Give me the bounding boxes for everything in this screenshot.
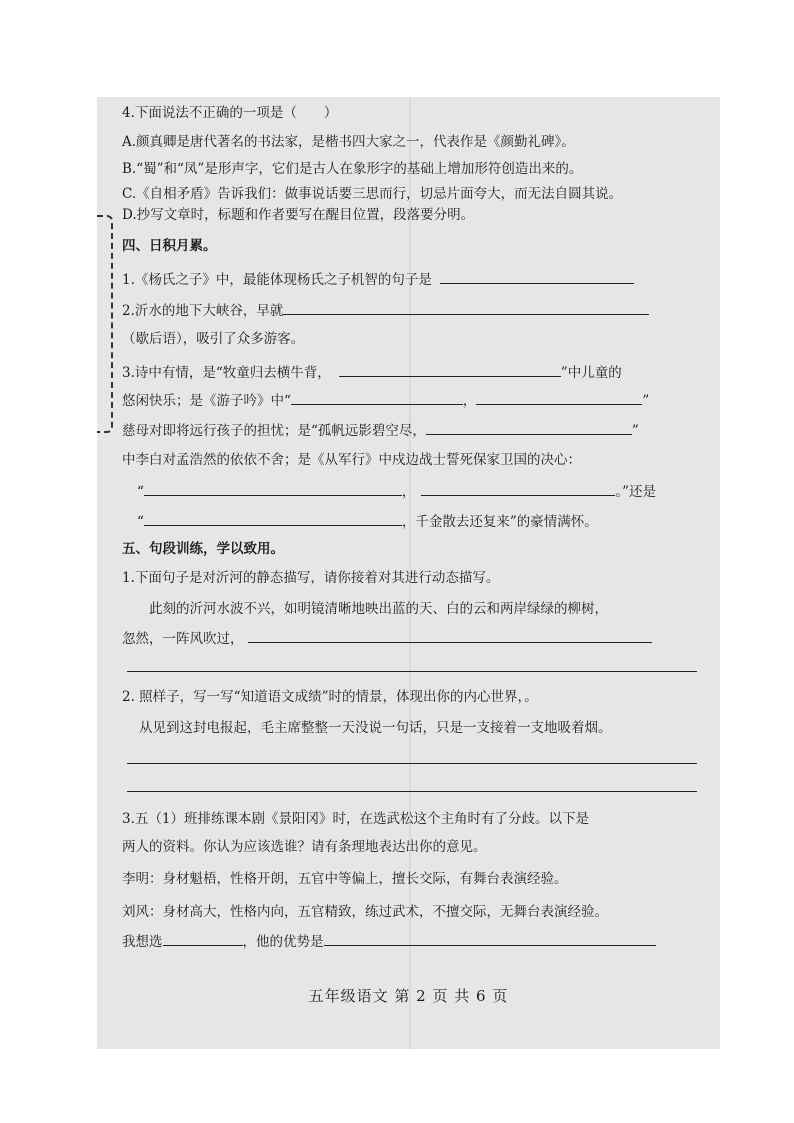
section4-q3-line1: 3.诗中有情，是“牧童归去横牛背， ”中儿童的 [122, 362, 720, 382]
q4-option-d: D.抄写文章时，标题和作者要写在醒目位置，段落要分明。 [122, 207, 475, 223]
section4-q3-line2: 悠闲快乐；是《游子吟》中“ ， ” [122, 390, 720, 410]
section4-q3-line3: 慈母对即将远行孩子的担忧；是“孤帆远影碧空尽， ” [122, 420, 720, 440]
candidate-liu-feng: 刘风：身材高大，性格内向，五官精致，练过武术，不擅交际，无舞台表演经验。 [122, 904, 608, 920]
section4-q2-cont: （歇后语），吸引了众多游客。 [122, 331, 305, 347]
q4-option-a: A.颜真卿是唐代著名的书法家，是楷书四大家之一，代表作是《颜勤礼碑》。 [122, 134, 575, 150]
q4-option-b: B.“蜀”和“凤”是形声字，它们是古人在象形字的基础上增加形符创造出来的。 [122, 161, 583, 177]
q4-option-c: C.《自相矛盾》告诉我们：做事说话要三思而行，切忌片面夸大，而无法自圆其说。 [122, 186, 623, 202]
answer-line[interactable] [127, 763, 697, 764]
q4-question: 4.下面说法不正确的一项是（ ） [122, 105, 338, 121]
section4-q2 [122, 300, 720, 320]
candidate-li-ming: 李明：身材魁梧，性格开朗，五官中等偏上，擅长交际，有舞台表演经验。 [122, 871, 568, 887]
answer-blank[interactable] [283, 300, 649, 315]
answer-blank[interactable] [324, 931, 656, 946]
section4-q2-text: 2.沂水的地下大峡谷，早就 [122, 303, 284, 319]
section5-q2-text: 从见到这封电报起，毛主席整整一天没说一句话，只是一支接着一支地吸着烟。 [139, 720, 612, 736]
section5-q3-line2: 两人的资料。你认为应该选谁？请有条理地表达出你的意见。 [122, 839, 487, 855]
section5-q2: 2. 照样子，写一写“知道语文成绩”时的情景，体现出你的内心世界，。 [122, 689, 538, 705]
answer-blank[interactable] [163, 931, 243, 946]
section5-q3-choice: 我想选 ，他的优势是 [122, 931, 720, 951]
answer-blank[interactable] [426, 420, 632, 435]
section5-q1: 1.下面句子是对沂河的静态描写，请你接着对其进行动态描写。 [122, 570, 500, 586]
section5-q1-prompt: 忽然，一阵风吹过， [122, 628, 720, 648]
section5-q1-text: 此刻的沂河水波不兴，如明镜清晰地映出蓝的天、白的云和两岸绿绿的柳树， [149, 601, 608, 617]
section4-q1-text: 1.《杨氏之子》中，最能体现杨氏之子机智的句子是 [122, 272, 432, 288]
section5-q3-line1: 3.五（1）班排练课本剧《景阳冈》时，在选武松这个主角时有了分歧。以下是 [122, 811, 589, 827]
answer-line[interactable] [127, 671, 697, 672]
answer-blank[interactable] [440, 269, 634, 284]
section4-q3-line6: “ ，千金散去还复来”的豪情满怀。 [137, 511, 720, 531]
answer-line[interactable] [127, 791, 697, 792]
exam-page [97, 97, 720, 1049]
answer-blank[interactable] [291, 390, 463, 405]
page-footer: 五年级语文 第 2 页 共 6 页 [308, 987, 509, 1005]
answer-blank[interactable] [421, 481, 615, 496]
answer-blank[interactable] [144, 511, 402, 526]
answer-blank[interactable] [248, 628, 652, 643]
section4-q3-line4: 中李白对孟浩然的依依不舍；是《从军行》中戍边战士誓死保家卫国的决心： [122, 452, 581, 468]
binding-mark [97, 215, 113, 433]
section4-q1 [122, 269, 720, 289]
answer-blank[interactable] [144, 481, 402, 496]
answer-blank[interactable] [476, 390, 642, 405]
section4-q3-line5: “ ， 。”还是 [137, 481, 720, 501]
section4-title: 四、日积月累。 [122, 238, 217, 254]
answer-blank[interactable] [339, 362, 561, 377]
section5-title: 五、句段训练，学以致用。 [122, 541, 284, 557]
